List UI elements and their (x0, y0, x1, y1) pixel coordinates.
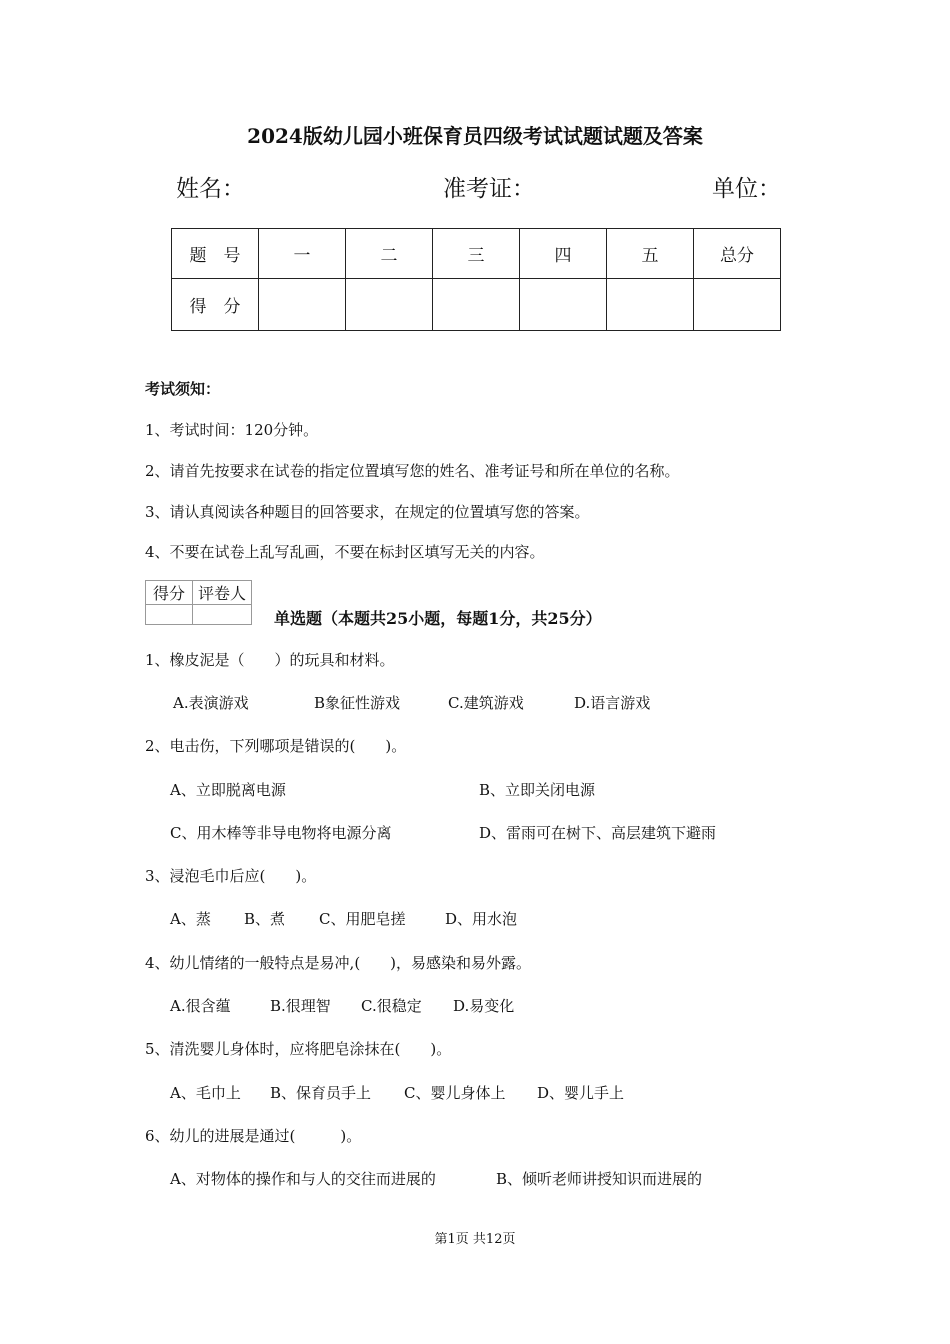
score-label-cell: 得 分 (172, 279, 259, 331)
question-stem: 5、清洗婴儿身体时，应将肥皂涂抹在( )。 (145, 1040, 452, 1058)
question-stem: 3、浸泡毛巾后应( )。 (145, 867, 317, 885)
question-stem: 1、橡皮泥是（ ）的玩具和材料。 (145, 651, 395, 669)
grader-score-cell[interactable] (146, 605, 193, 625)
option: B.很理智 (270, 997, 331, 1015)
header-label-cell: 题 号 (172, 229, 259, 279)
option: C、婴儿身体上 (404, 1084, 506, 1102)
column-header: 二 (346, 229, 433, 279)
score-table (171, 228, 781, 331)
score-table-header-row (172, 229, 781, 279)
score-table-score-row (172, 279, 781, 331)
option: A.表演游戏 (173, 694, 249, 712)
score-cell[interactable] (259, 279, 346, 331)
question-stem: 2、电击伤，下列哪项是错误的( )。 (145, 737, 407, 755)
option: B、立即关闭电源 (479, 781, 596, 799)
score-cell[interactable] (346, 279, 433, 331)
question-stem: 6、幼儿的进展是通过( )。 (145, 1127, 362, 1145)
option: C.很稳定 (361, 997, 422, 1015)
score-cell[interactable] (607, 279, 694, 331)
option: D、用水泡 (445, 910, 518, 928)
page-title: 2024版幼儿园小班保育员四级考试试题试题及答案 (247, 124, 703, 148)
notice-item: 1、考试时间：120分钟。 (145, 421, 319, 439)
grader-reviewer-label: 评卷人 (193, 581, 252, 605)
option: B、保育员手上 (270, 1084, 372, 1102)
option: B象征性游戏 (314, 694, 401, 712)
notice-item: 3、请认真阅读各种题目的回答要求，在规定的位置填写您的答案。 (145, 503, 590, 521)
option: C.建筑游戏 (448, 694, 524, 712)
score-cell[interactable] (520, 279, 607, 331)
unit-field-label: 单位： (712, 176, 781, 202)
grader-score-label: 得分 (146, 581, 193, 605)
section-title: 单选题（本题共25小题，每题1分，共25分） (274, 609, 602, 628)
option: D、雷雨可在树下、高层建筑下避雨 (479, 824, 717, 842)
option: D、婴儿手上 (537, 1084, 625, 1102)
column-header: 四 (520, 229, 607, 279)
grader-box (145, 580, 252, 625)
grader-reviewer-cell[interactable] (193, 605, 252, 625)
option: D.语言游戏 (574, 694, 651, 712)
option: D.易变化 (453, 997, 515, 1015)
exam-id-field-label: 准考证： (443, 176, 535, 202)
option: A、蒸 (170, 910, 211, 928)
page-footer: 第1页 共12页 (434, 1232, 516, 1247)
notice-item: 2、请首先按要求在试卷的指定位置填写您的姓名、准考证号和所在单位的名称。 (145, 462, 680, 480)
column-header: 总分 (694, 229, 781, 279)
score-cell[interactable] (694, 279, 781, 331)
option: A、立即脱离电源 (170, 781, 286, 799)
column-header: 一 (259, 229, 346, 279)
option: B、倾听老师讲授知识而进展的 (496, 1170, 703, 1188)
notice-heading: 考试须知： (145, 380, 221, 398)
notice-item: 4、不要在试卷上乱写乱画，不要在标封区填写无关的内容。 (145, 543, 545, 561)
option: A、毛巾上 (170, 1084, 241, 1102)
score-cell[interactable] (433, 279, 520, 331)
column-header: 三 (433, 229, 520, 279)
name-field-label: 姓名： (176, 176, 245, 202)
option: A.很含蕴 (170, 997, 231, 1015)
option: C、用木棒等非导电物将电源分离 (170, 824, 392, 842)
question-stem: 4、幼儿情绪的一般特点是易冲,( )，易感染和易外露。 (145, 954, 532, 972)
option: C、用肥皂搓 (319, 910, 406, 928)
option: B、煮 (244, 910, 286, 928)
column-header: 五 (607, 229, 694, 279)
option: A、对物体的操作和与人的交往而进展的 (170, 1170, 436, 1188)
